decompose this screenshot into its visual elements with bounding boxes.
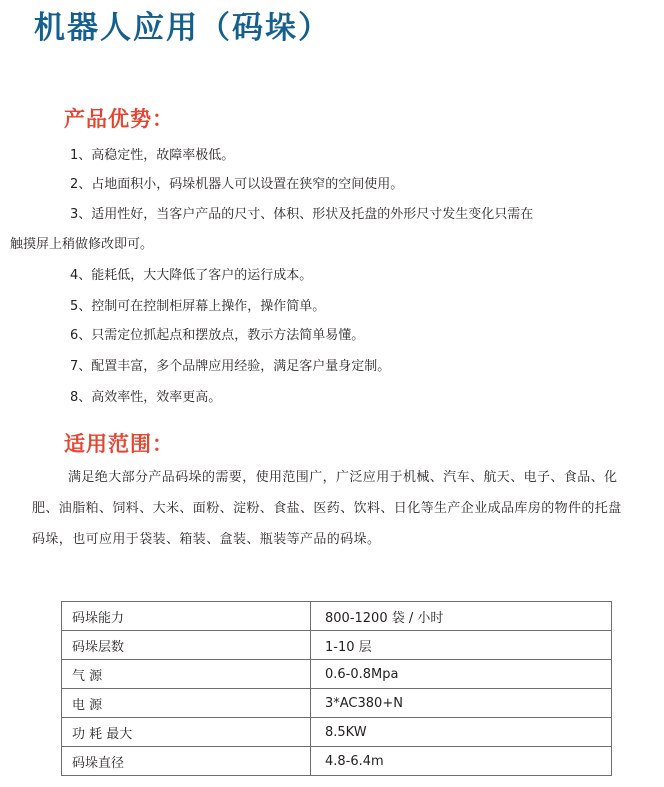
spec-value: 4.8-6.4m <box>311 747 612 776</box>
table-row <box>62 602 612 631</box>
advantages-heading: 产品优势： <box>64 107 174 131</box>
table-row <box>62 631 612 660</box>
advantage-item-1: 1、高稳定性，故障率极低。 <box>70 148 235 163</box>
scope-heading: 适用范围： <box>64 432 174 456</box>
spec-label: 码垛直径 <box>62 747 311 776</box>
advantage-item-2: 2、占地面积小，码垛机器人可以设置在狭窄的空间使用。 <box>70 177 404 192</box>
spec-value: 800-1200 袋 / 小时 <box>311 602 612 631</box>
page-title: 机器人应用（码垛） <box>34 10 331 46</box>
advantage-item-4: 4、能耗低，大大降低了客户的运行成本。 <box>70 268 313 283</box>
spec-label: 气 源 <box>62 660 311 689</box>
scope-paragraph: 满足绝大部分产品码垛的需要，使用范围广，广泛应用于机械、汽车、航天、电子、食品、化肥、油脂粕、饲料、大米、面粉、淀粉、食盐、医药、饮料、日化等生产企业成品库房的物件的托盘码垛，也可应用于袋装、箱装、盒装、瓶装等产品的码垛。 <box>32 470 622 547</box>
advantage-item-3-continued: 触摸屏上稍做修改即可。 <box>10 237 154 252</box>
spec-label: 码垛层数 <box>62 631 311 660</box>
table-row <box>62 689 612 718</box>
advantage-item-3: 3、适用性好，当客户产品的尺寸、体积、形状及托盘的外形尺寸发生变化只需在 <box>70 207 534 222</box>
advantage-item-5: 5、控制可在控制柜屏幕上操作，操作简单。 <box>70 299 326 314</box>
advantage-item-8: 8、高效率性，效率更高。 <box>70 390 222 405</box>
spec-value: 1-10 层 <box>311 631 612 660</box>
spec-label: 电 源 <box>62 689 311 718</box>
table-row <box>62 747 612 776</box>
advantage-item-7: 7、配置丰富，多个品牌应用经验，满足客户量身定制。 <box>70 359 391 374</box>
spec-table <box>61 601 612 776</box>
advantage-item-6: 6、只需定位抓起点和摆放点，教示方法简单易懂。 <box>70 328 365 343</box>
table-row <box>62 660 612 689</box>
spec-label: 码垛能力 <box>62 602 311 631</box>
spec-label: 功 耗 最大 <box>62 718 311 747</box>
spec-value: 0.6-0.8Mpa <box>311 660 612 689</box>
spec-value: 3*AC380+N <box>311 689 612 718</box>
table-row <box>62 718 612 747</box>
spec-value: 8.5KW <box>311 718 612 747</box>
